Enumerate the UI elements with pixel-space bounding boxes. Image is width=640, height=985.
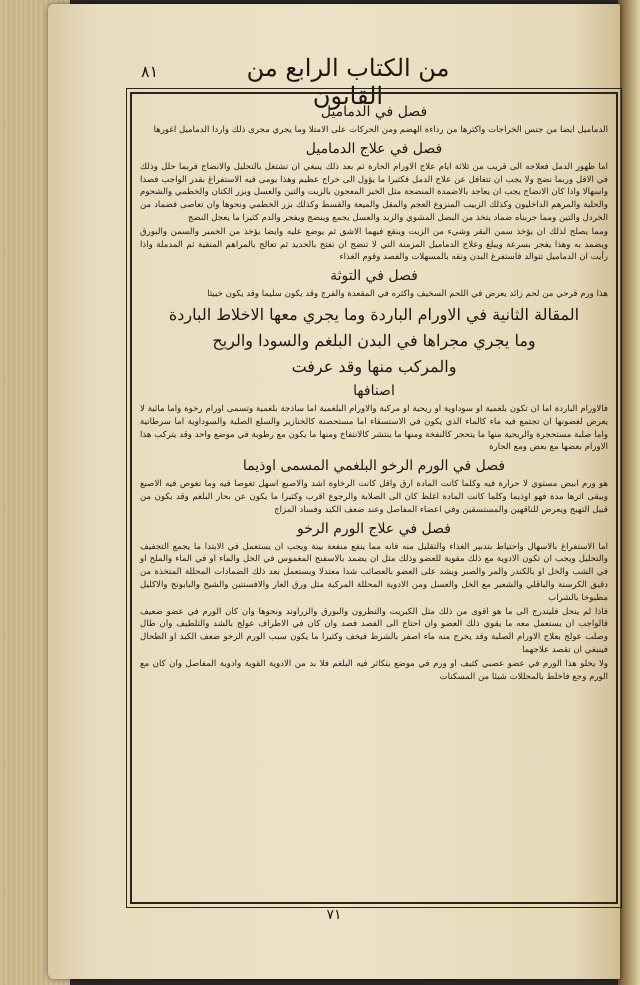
section-heading: اصنافها [353, 382, 395, 399]
body-paragraph: فاذا لم ينحل فليتدرج الى ما هو اقوى من ذلك مثل الكبريت والنطرون والبورق والزراوند ونحوها وان كان الورم في عضو ضعيف فالواجب ان يستعمل معه ما يقوي ذلك العضو وان احتاج الى الفصد فصد وان كان في الاطراف عولج بالشد والتلطيف وان طال وصلب عولج بعلاج الاورام الصلبة وقد يخرج منه ماء اصفر بالشرط فيخف وكثيرا ما يكون سبب الورم الرخو ضعف الكبد او الطحال فينبغي ان تقصد علاجهما [140, 606, 608, 655]
section-heading: فصل في الدماميل [320, 104, 428, 120]
book-page [48, 4, 620, 979]
page-number-bottom: ٧١ [326, 907, 342, 923]
text-body [140, 100, 608, 896]
book-gutter [618, 0, 640, 985]
body-paragraph: هذا ورم قرحي من لحم زائد يعرض في اللحم السخيف واكثره في المقعدة والفرج وقد يكون سليما وقد يكون خبيثا [207, 289, 608, 300]
section-heading: فصل في علاج الورم الرخو [297, 520, 451, 537]
section-heading: فصل في التوثة [330, 268, 418, 285]
page-number-top: ٨١ [141, 62, 159, 81]
running-head-title: من الكتاب الرابع من القانون [246, 54, 450, 110]
section-heading: وما يجري مجراها في البدن البلغم والسودا والريح [212, 330, 536, 350]
text-frame [130, 92, 618, 904]
body-paragraph: هو ورم ابيض مستوي لا حرارة فيه وكلما كانت المادة ارق واقل كانت الرخاوة اشد والاصبع اسهل تغوصا فيه وما تغوص فيه الاصبع ويبقى اثرها مدة فهو اوذيما وكلما كانت المادة اغلظ كان الى الصلابة والرجوع اقرب وكثيرا ما يكون عن بحار البلغم وقد يكون من قبيل التهيج ويعرض للناقهين والمستسقين وفي اعضاء المفاصل وعند ضعف الكبد وفساد المزاج [140, 479, 608, 515]
section-heading: والمركب منها وقد عرفت [291, 356, 457, 376]
running-head [48, 44, 620, 110]
body-paragraph: اما ظهور الدمل فعلاجه الى قريب من ثلاثة ايام علاج الاورام الحارة ثم بعد ذلك ينبغي ان تشتغل بالتحليل والانضاج فربما حلل وذلك في الاقل وربما نضج ولا يجب ان تتغافل عن علاج الدمل فكثيرا ما يؤول الى خراج عظيم وهذا يومى فيه الاستفراغ بقدر الواجب فصدا واسهالا واذا كان الانضاج يجب ان يعاجد بالاضمدة المنضجة مثل الخبز المعجون بالزيت والتين والعسل وبزر الكتان والخطمي والشحوم والحلبة والمرهم الداخليون وكذلك الزبيب المنزوع العجم والمقل والميعة والقسط وكذلك بزر الخطمي ونحوها وان تعاصى فضماد من الخردل والتين ومما جربناه ضماد يتخذ من البصل المشوي والزبد والعسل يجمع وينضج ويفجر والدم كثيرا ما يعجل النضج [140, 161, 608, 223]
section-heading: فصل في علاج الدماميل [305, 140, 443, 157]
section-heading: فصل في الورم الرخو البلغمي المسمى اوذيما [242, 458, 506, 475]
body-paragraph: فالاورام الباردة اما ان تكون بلغمية او سوداوية او ريحية او مركبة والاورام البلغمية اما ساذجة بلغمية وتسمى اورام رخوة واما مائية لا يعرض لغضونها ان تجتمع فيه ماء كالماء الذي يكون في الاستسقاء اما مستحصنة كالخنازير والسلع الصلبة والسوداوية اما سرطانية واما صلبة مستحجرة والريحية منها ما يتحجر كالنفخة ومنها ما ينتشر كالانتفاخ ومنها ما يكون مع رطوبة في موضع واحد وقد يتركب هذا الاورام بعضها مع بعض ومع الحارة [140, 403, 608, 453]
section-heading: المقالة الثانية في الاورام الباردة وما يجري معها الاخلاط الباردة [168, 304, 580, 324]
body-paragraph: اما الاستفراغ بالاسهال واحتياط بتدبير الغذاء والتقليل منه فانه مما ينفع منفعة بينة ويجب ان يستعمل في الابتدا ما يجمع التجفيف والتحليل ويجب ان تكون الادوية مع ذلك مقوية للعضو وذلك مثل ان يضمد بالاسفنج المغموس في الخل والماء او في الماء والملح او في الشب والخل او بالكندر والمر والصبر ويشد على العضو بالعصائب شدا معتدلا ويستعمل بعد ذلك الضمادات المحللة المتخذة من دقيق الكرسنة والباقلي والشعير مع الخل والعسل ومن الادوية المحللة المركبة مثل ورق الغار والافسنتين والشيح والبابونج والاكليل مطبوخا بالشراب [140, 541, 608, 603]
body-paragraph: ومما يصلح لذلك ان يؤخذ سمن البقر وشيء من الزيت وينقع فيهما الاشق ثم يوضع عليه وايضا يؤخذ من الخمير والسمن والبورق ويضمد به وهذا يفجر بسرعة ويبلغ وعلاج الدماميل المزمنة التي لا تنضج ان تفتح بالحديد ثم تعالج بالمراهم المنقية ثم المدملة واذا رأيت ان الدماميل تتوالد فاستفرغ البدن ونقه بالمسهلات والفصد وقوم الغذاء [140, 226, 608, 263]
body-paragraph: ولا يخلو هذا الورم في عضو عصبي كثيف او ورم في موضع يتكاثر فيه البلغم فلا بد من الادوية القوية وادوية المفاصل وان كان مع الورم وجع فاخلط بالمحللات شيئا من المسكنات [140, 658, 608, 682]
body-paragraph: الدماميل ايضا من جنس الخراجات واكثرها من رداءة الهضم ومن الحركات على الامتلا وما يجري مجرى ذلك واردا الدماميل اغورها [153, 125, 608, 135]
